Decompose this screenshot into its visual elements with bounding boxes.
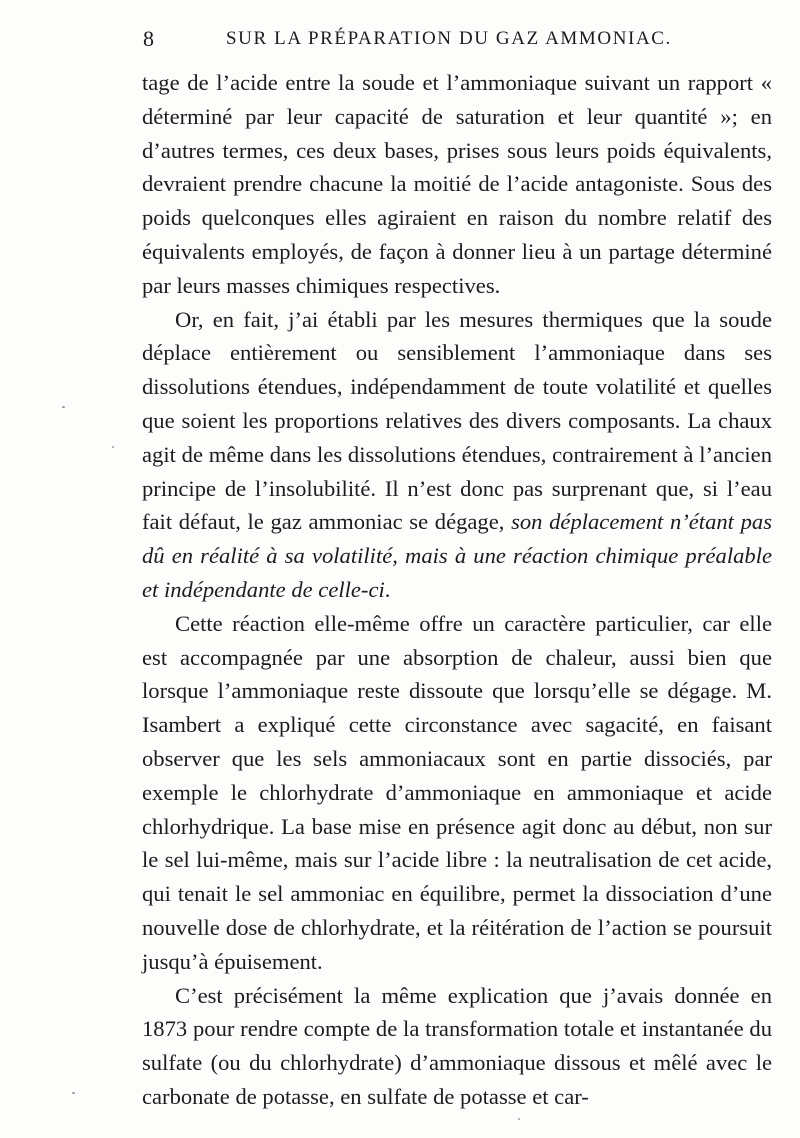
- paragraph: [142, 607, 772, 979]
- scan-speck: [72, 1092, 75, 1094]
- paragraph: [142, 979, 772, 1114]
- paragraph-2-end: .: [384, 576, 391, 602]
- scan-speck: [112, 446, 114, 448]
- scan-speck: [518, 1118, 520, 1120]
- paragraph-1-text: tage de l’acide entre la soude et l’ammoniaque suivant un rapport « déterminé par leur capacité de saturation et leur quantité »; en d’autres termes, ces deux bases, prises sous leurs poids équivalents, devraient prendre chacune la moitié de l’acide antagoniste. Sous des poids quelconques elles agiraient en raison du nombre relatif des équivalents employés, de façon à donner lieu à un partage déterminé par leurs masses chimiques respectives.: [142, 70, 772, 298]
- scan-speck: [62, 406, 65, 408]
- page-number: 8: [143, 26, 155, 51]
- body-text: [142, 66, 772, 1114]
- page-header: [140, 26, 770, 56]
- paragraph-4-text: C’est précisément la même explication que j’avais donnée en 1873 pour rendre compte de la transformation totale et instantanée du sulfate (ou du chlorhydrate) d’ammoniaque dissous et mêlé avec le carbonate de potasse, en sulfate de potasse et car-: [142, 982, 772, 1109]
- running-title: SUR LA PRÉPARATION DU GAZ AMMONIAC.: [226, 28, 672, 49]
- paragraph-continued: [142, 66, 772, 303]
- paragraph-2-text: Or, en fait, j’ai établi par les mesures thermiques que la soude déplace entièrement ou sensiblement l’ammoniaque dans ses dissolutions étendues, indépendamment de toute volatilité et quelles que soient les proportions relatives des divers composants. La chaux agit de même dans les dissolutions étendues, contrairement à l’ancien principe de l’insolubilité. Il n’est donc pas surprenant que, si l’eau fait défaut, le gaz ammoniac se dégage,: [142, 306, 772, 535]
- paragraph-2-italic-text: son déplacement n’étant pas dû en réalité à sa volatilité, mais à une réaction chimique préalable et indépendante de celle-ci: [142, 509, 772, 602]
- paragraph-3-text: Cette réaction elle-même offre un caractère particulier, car elle est accompagnée par une absorption de chaleur, aussi bien que lorsque l’ammoniaque reste dissoute que lorsqu’elle se dégage. M. Isambert a expliqué cette circonstance avec sagacité, en faisant observer que les sels ammoniacaux sont en partie dissociés, par exemple le chlorhydrate d’ammoniaque en ammoniaque et acide chlorhydrique. La base mise en présence agit donc au début, non sur le sel lui-même, mais sur l’acide libre : la neutralisation de cet acide, qui tenait le sel ammoniac en équilibre, permet la dissociation d’une nouvelle dose de chlorhydrate, et la réitération de l’action se poursuit jusqu’à épuisement.: [142, 610, 772, 974]
- paragraph: [142, 303, 772, 607]
